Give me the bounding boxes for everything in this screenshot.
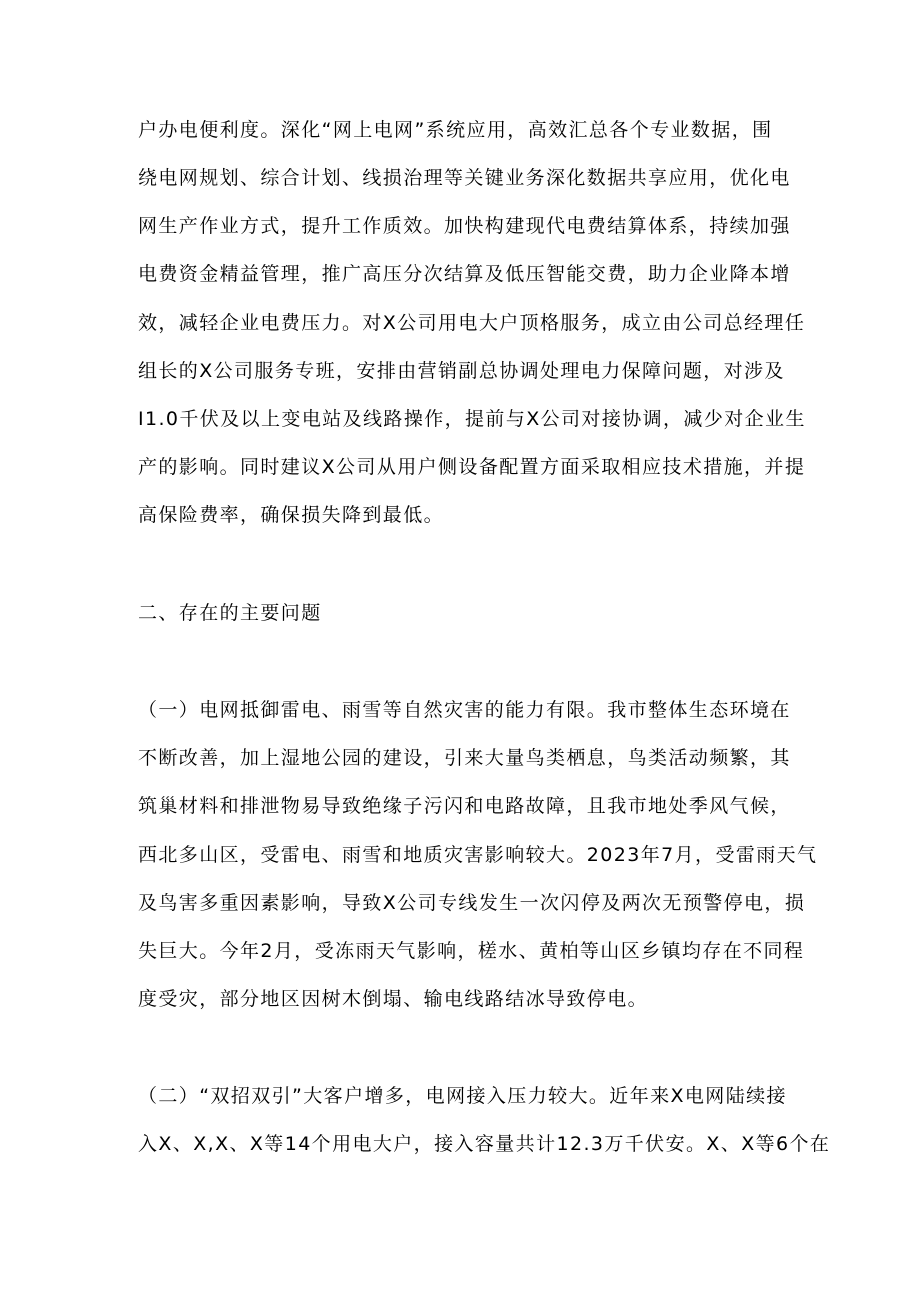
body-line: 度受灾，部分地区因树木倒塌、输电线路结冰导致停电。 <box>138 988 649 1010</box>
body-line: 组长的X公司服务专班，安排由营销副总协调处理电力保障问题，对涉及 <box>138 360 785 382</box>
body-line: 户办电便利度。深化“网上电网”系统应用，高效汇总各个专业数据，围 <box>138 119 773 141</box>
body-line: 电费资金精益管理，推广高压分次结算及低压智能交费，助力企业降本增 <box>138 263 791 285</box>
body-line: 入X、X,X、X等14个用电大户，接入容量共计12.3万千伏安。X、X等6个在 <box>138 1133 831 1155</box>
body-line: （一）电网抵御雷电、雨雪等自然灾害的能力有限。我市整体生态环境在 <box>138 699 791 721</box>
body-line: 及鸟害多重因素影响，导致X公司专线发生一次闪停及两次无预警停电，损 <box>138 892 806 914</box>
body-line: 产的影响。同时建议X公司从用户侧设备配置方面采取相应技术措施，并提 <box>138 456 806 478</box>
body-line: 不断改善，加上湿地公园的建设，引来大量鸟类栖息，鸟类活动频繁，其 <box>138 747 791 769</box>
body-line: （二）“双招双引”大客户增多，电网接入压力较大。近年来X电网陆续接 <box>138 1085 787 1107</box>
body-line: 失巨大。今年2月，受冻雨天气影响，槎水、黄柏等山区乡镇均存在不同程 <box>138 940 805 962</box>
section-heading: 二、存在的主要问题 <box>138 602 322 624</box>
body-line: 网生产作业方式，提升工作质效。加快构建现代电费结算体系，持续加强 <box>138 215 791 237</box>
body-line: 筑巢材料和排泄物易导致绝缘子污闪和电路故障，且我市地处季风气候， <box>138 795 791 817</box>
body-line: 高保险费率，确保损失降到最低。 <box>138 504 445 526</box>
body-line: I1.0千伏及以上变电站及线路操作，提前与X公司对接协调，减少对企业生 <box>138 408 806 430</box>
body-line: 西北多山区，受雷电、雨雪和地质灾害影响较大。2023年7月，受雷雨天气 <box>138 844 818 866</box>
body-line: 绕电网规划、综合计划、线损治理等关键业务深化数据共享应用，优化电 <box>138 167 791 189</box>
body-line: 效，减轻企业电费压力。对X公司用电大户顶格服务，成立由公司总经理任 <box>138 312 806 334</box>
